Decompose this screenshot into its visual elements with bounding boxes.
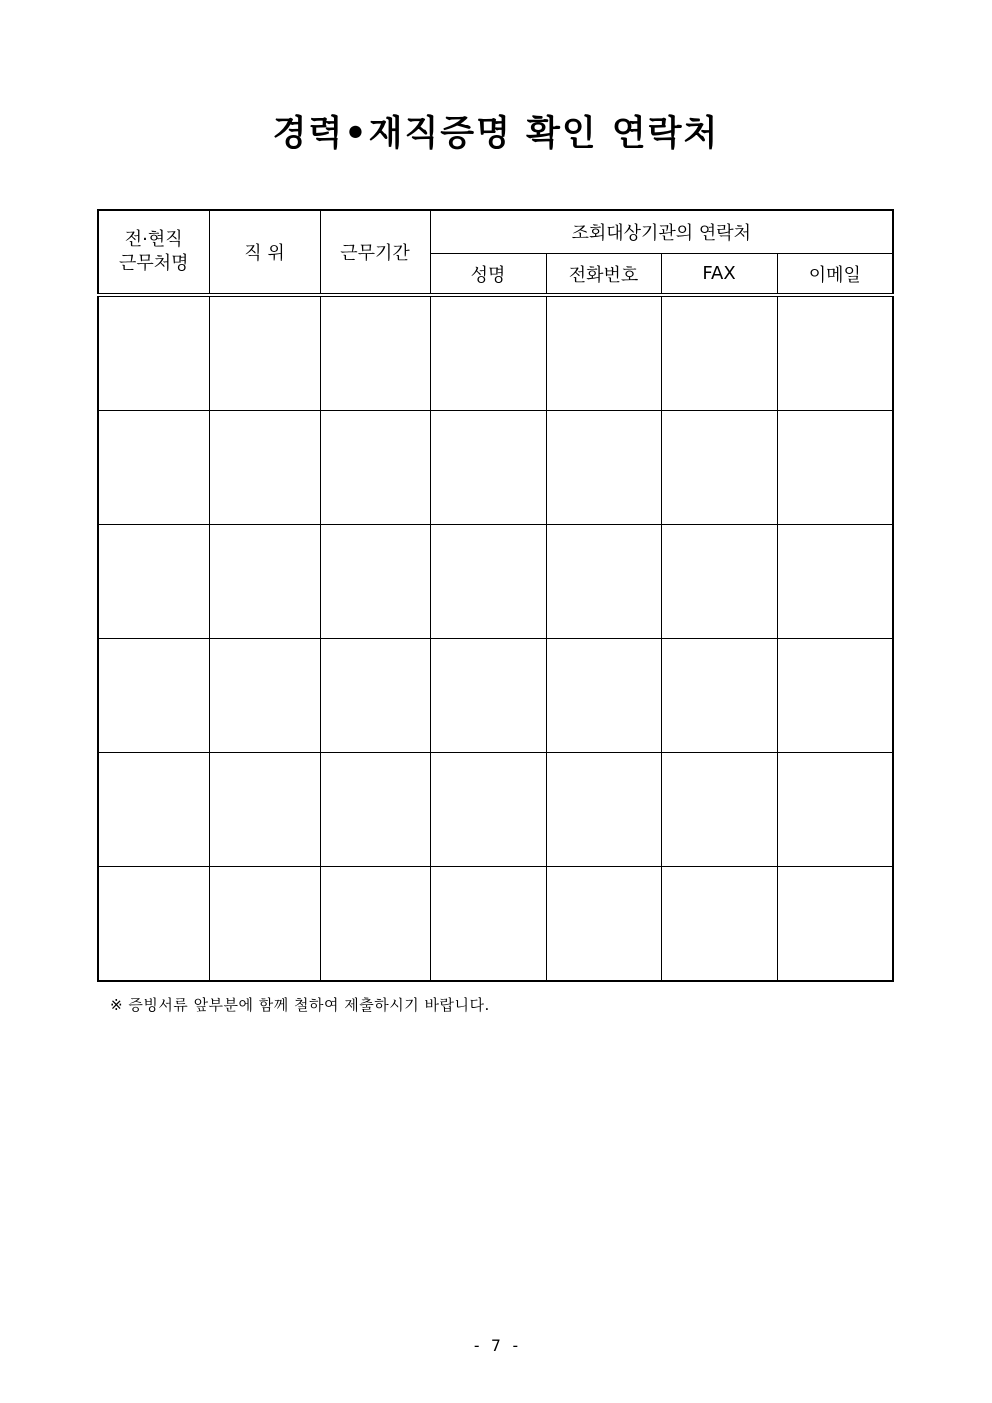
cell-email[interactable] <box>777 753 893 867</box>
cell-phone[interactable] <box>546 411 661 525</box>
cell-position[interactable] <box>209 639 320 753</box>
cell-fax[interactable] <box>661 525 777 639</box>
cell-phone[interactable] <box>546 295 661 411</box>
cell-period[interactable] <box>320 411 430 525</box>
cell-email[interactable] <box>777 639 893 753</box>
cell-name[interactable] <box>430 639 546 753</box>
cell-fax[interactable] <box>661 411 777 525</box>
table-row <box>98 295 893 411</box>
cell-period[interactable] <box>320 295 430 411</box>
table-row <box>98 867 893 982</box>
cell-workplace[interactable] <box>98 639 209 753</box>
cell-email[interactable] <box>777 411 893 525</box>
table-row <box>98 525 893 639</box>
cell-period[interactable] <box>320 525 430 639</box>
cell-workplace[interactable] <box>98 753 209 867</box>
header-phone: 전화번호 <box>546 254 661 296</box>
cell-phone[interactable] <box>546 753 661 867</box>
cell-period[interactable] <box>320 867 430 982</box>
cell-workplace[interactable] <box>98 295 209 411</box>
header-name: 성명 <box>430 254 546 296</box>
header-contact-group: 조회대상기관의 연락처 <box>430 210 893 254</box>
cell-position[interactable] <box>209 525 320 639</box>
cell-email[interactable] <box>777 867 893 982</box>
cell-phone[interactable] <box>546 639 661 753</box>
cell-name[interactable] <box>430 753 546 867</box>
table-row <box>98 753 893 867</box>
cell-name[interactable] <box>430 295 546 411</box>
cell-fax[interactable] <box>661 639 777 753</box>
contact-table <box>97 209 894 982</box>
page-title: 경력•재직증명 확인 연락처 <box>272 114 720 154</box>
cell-fax[interactable] <box>661 867 777 982</box>
cell-email[interactable] <box>777 295 893 411</box>
footnote: ※ 증빙서류 앞부분에 함께 철하여 제출하시기 바랍니다. <box>110 996 490 1014</box>
cell-position[interactable] <box>209 867 320 982</box>
cell-workplace[interactable] <box>98 525 209 639</box>
header-workplace-line1: 전·현직 <box>124 229 183 250</box>
header-fax: FAX <box>661 254 777 296</box>
header-workplace-line2: 근무처명 <box>118 253 189 274</box>
header-position: 직 위 <box>209 210 320 295</box>
cell-fax[interactable] <box>661 295 777 411</box>
header-workplace <box>98 210 209 295</box>
cell-name[interactable] <box>430 411 546 525</box>
cell-workplace[interactable] <box>98 411 209 525</box>
cell-fax[interactable] <box>661 753 777 867</box>
cell-position[interactable] <box>209 295 320 411</box>
cell-position[interactable] <box>209 753 320 867</box>
header-period: 근무기간 <box>320 210 430 295</box>
cell-name[interactable] <box>430 867 546 982</box>
cell-name[interactable] <box>430 525 546 639</box>
cell-phone[interactable] <box>546 867 661 982</box>
cell-period[interactable] <box>320 639 430 753</box>
cell-period[interactable] <box>320 753 430 867</box>
table-row <box>98 639 893 753</box>
cell-workplace[interactable] <box>98 867 209 982</box>
cell-phone[interactable] <box>546 525 661 639</box>
cell-position[interactable] <box>209 411 320 525</box>
page-number: - 7 - <box>471 1336 521 1355</box>
cell-email[interactable] <box>777 525 893 639</box>
table-row <box>98 411 893 525</box>
header-email: 이메일 <box>777 254 893 296</box>
